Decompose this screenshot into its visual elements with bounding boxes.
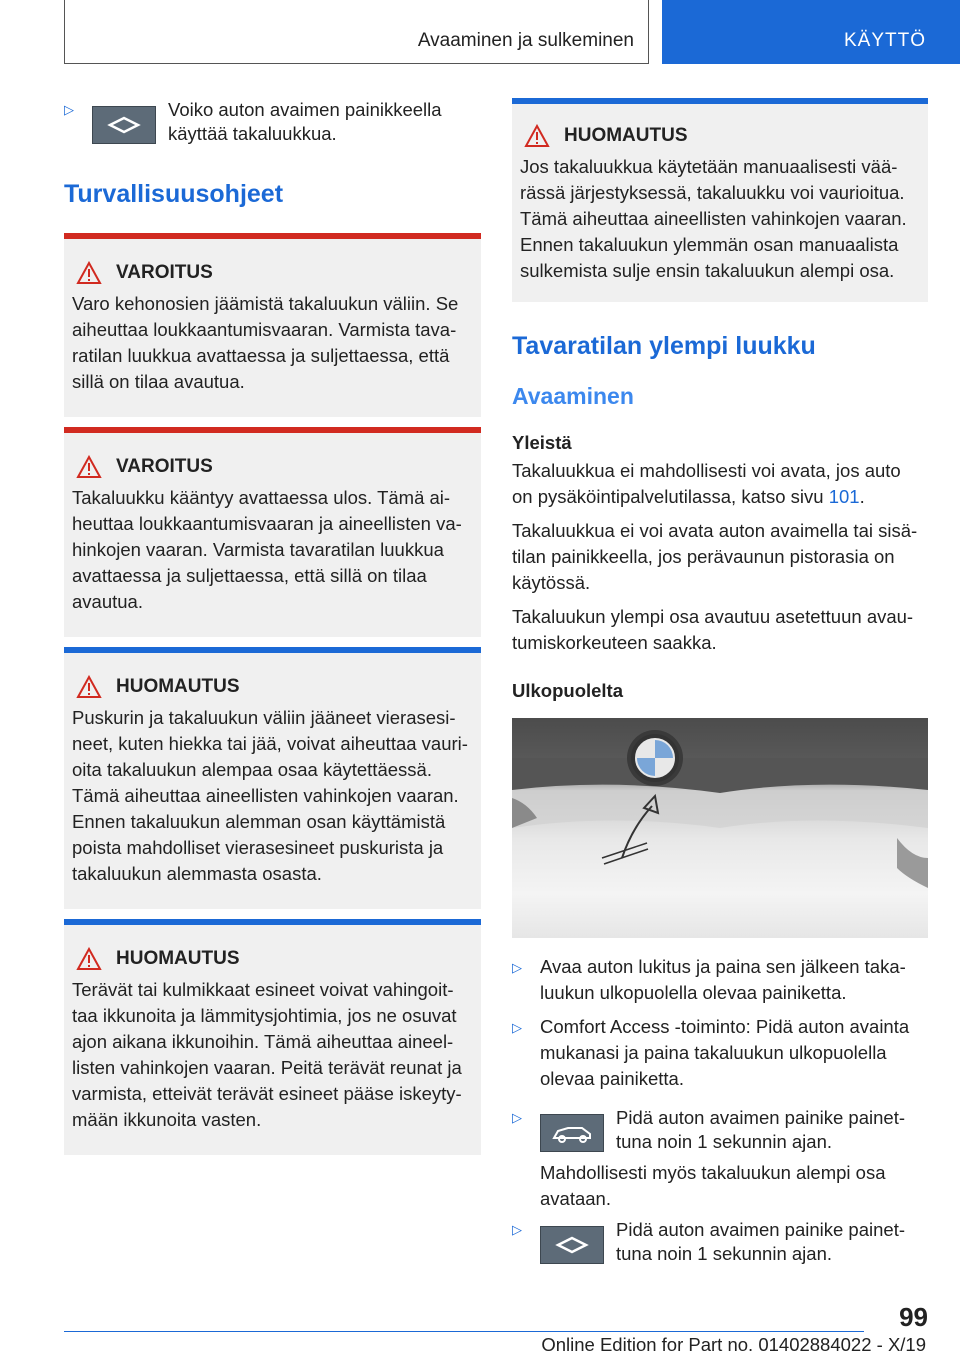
notice-box-2 <box>64 919 481 1155</box>
page-number: 99 <box>899 1302 928 1332</box>
key-item-text: Voiko auton avaimen painikkeella käyttää takaluukkua. <box>168 99 442 144</box>
box-title: HUOMAUTUS <box>520 124 920 148</box>
key-item <box>64 98 481 146</box>
box-title: HUOMAUTUS <box>72 675 473 699</box>
warning-triangle-icon <box>76 947 102 971</box>
key-button-unlock-icon <box>92 106 156 144</box>
triangle-bullet-icon: ▷ <box>64 102 74 117</box>
box-title: VAROITUS <box>72 455 473 479</box>
header-title: Avaaminen ja sulkeminen <box>417 30 634 51</box>
paragraph-2: Takaluukkua ei voi avata auton avaimella tai sisä- tilan painikkeella, jos perävaunun pistorasia on käytössä. <box>512 520 918 593</box>
key-item-text: Pidä auton avaimen painike painet- tuna noin 1 sekunnin ajan. <box>616 1107 905 1152</box>
box-text: Takaluukku kääntyy avattaessa ulos. Tämä ai- heuttaa loukkaantumisvaaran ja aineellisten va- hinkojen vaaran. Varmista tavaratilan luukkua avattaessa ja suljettaessa, että sillä on tilaa avautua. <box>72 487 462 612</box>
triangle-bullet-icon: ▷ <box>512 1222 522 1237</box>
header-left-panel <box>64 0 649 64</box>
key-item-tailgate <box>512 1106 928 1154</box>
tailgate-button-photo <box>512 718 928 938</box>
box-title: HUOMAUTUS <box>72 947 473 971</box>
box-title: VAROITUS <box>72 261 473 285</box>
left-column <box>64 98 481 1155</box>
key-item-unlock <box>512 1218 928 1266</box>
box-text: Terävät tai kulmikkaat esineet voivat vahingoit- taa ikkunoita ja lämmitysjohtimia, jos ne osuvat ajon aikana ikkunoihin. Tämä aiheuttaa aineel- listen vahinkojen vaaran. Peitä terävät reunat ja varmista, etteivät terävät esineet pääse iskeyty- mään ikkunoita vasten. <box>72 979 462 1130</box>
box-text: Puskurin ja takaluukun väliin jääneet vierasesi- neet, kuten hiekka tai jää, voivat aiheuttaa vauri- oita takaluukun alempaa osaa käytettäessä. Tämä aiheuttaa aineellisten vahinkojen vaaran. Ennen takaluukun alemman osan käyttämistä poista mahdolliset vierasesineet puskurista ja takaluukun alemmasta osasta. <box>72 707 468 884</box>
notice-box-1 <box>64 647 481 909</box>
triangle-bullet-icon: ▷ <box>512 960 522 975</box>
triangle-bullet-icon: ▷ <box>512 1110 522 1125</box>
paragraph-1: Takaluukkua ei mahdollisesti voi avata, jos auto on pysäköintipalvelutilassa, katso sivu 101. <box>512 460 901 507</box>
warning-box-2 <box>64 427 481 637</box>
subsection-heading: Avaaminen <box>512 383 634 409</box>
box-text: Varo kehonosien jäämistä takaluukun väliin. Se aiheuttaa loukkaantumisvaaran. Varmista tava- ratilan luukkua avattaessa ja suljettaessa, että sillä on tilaa avautua. <box>72 293 459 392</box>
warning-triangle-icon <box>76 261 102 285</box>
right-column <box>512 98 928 1266</box>
page-link[interactable]: 101 <box>828 486 860 507</box>
key-note: Mahdollisesti myös takaluukun alempi osa avataan. <box>540 1162 886 1209</box>
footer-divider <box>64 1331 864 1332</box>
subsub-heading-outside: Ulkopuolelta <box>512 680 624 701</box>
header-section: KÄYTTÖ <box>843 30 926 51</box>
key-button-unlock-icon <box>540 1226 604 1264</box>
bullet-list <box>512 954 928 1092</box>
warning-triangle-icon <box>524 124 550 148</box>
box-text: Jos takaluukkua käytetään manuaalisesti vää- rässä järjestyksessä, takaluukku voi vaurioitua. Tämä aiheuttaa aineellisten vahinkojen vaaran. Ennen takaluukun ylemmän osan manuaalista sulkemista sulje ensin takaluukun alempi osa. <box>520 156 907 281</box>
warning-triangle-icon <box>76 455 102 479</box>
key-button-tailgate-icon <box>540 1114 604 1152</box>
footer-edition: Online Edition for Part no. 01402884022 - X/19 <box>541 1334 926 1355</box>
list-item: ▷ Avaa auton lukitus ja paina sen jälkeen taka- luukun ulkopuolella olevaa painiketta. <box>512 954 928 1006</box>
subsub-heading-general: Yleistä <box>512 432 572 453</box>
triangle-bullet-icon: ▷ <box>512 1020 522 1035</box>
key-item-text: Pidä auton avaimen painike painet- tuna noin 1 sekunnin ajan. <box>616 1219 905 1264</box>
warning-triangle-icon <box>76 675 102 699</box>
warning-box-1 <box>64 233 481 417</box>
list-item: ▷ Comfort Access -toiminto: Pidä auton avainta mukanasi ja paina takaluukun ulkopuolella olevaa painiketta. <box>512 1014 928 1092</box>
notice-box-3 <box>512 98 928 302</box>
header-section-panel <box>662 0 960 64</box>
tailgate-illustration <box>512 718 928 938</box>
section-heading: Turvallisuusohjeet <box>64 180 284 208</box>
section-heading: Tavaratilan ylempi luukku <box>512 332 816 360</box>
paragraph-3: Takaluukun ylempi osa avautuu asetettuun avau- tumiskorkeuteen saakka. <box>512 606 914 653</box>
